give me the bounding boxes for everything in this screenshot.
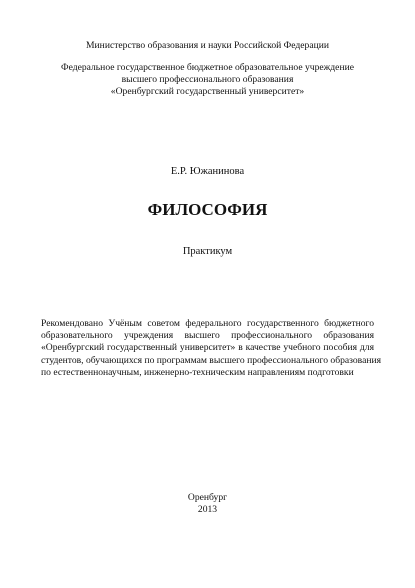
institution-line-1: Федеральное государственное бюджетное образовательное учреждение (61, 62, 354, 73)
recommendation-paragraph (41, 318, 382, 379)
recommendation-line: Рекомендовано Учёным советом федерального государственного бюджетного (41, 318, 374, 329)
institution-line-2: высшего профессионального образования (121, 74, 294, 85)
recommendation-line: студентов, обучающихся по программам высшего профессионального образования (41, 354, 382, 366)
book-subtitle: Практикум (182, 246, 233, 257)
recommendation-line: по естественнонаучным, инженерно-техническим направлениям подготовки (41, 366, 354, 378)
publication-year: 2013 (197, 504, 218, 515)
book-title: ФИЛОСОФИЯ (147, 200, 268, 219)
publication-city: Оренбург (187, 492, 228, 503)
author-name: Е.Р. Южанинова (170, 166, 245, 177)
recommendation-line: образовательного учреждения высшего профессионального образования (41, 330, 374, 342)
ministry-name: Министерство образования и науки Российской Федерации (86, 40, 329, 51)
institution-line-3: «Оренбургский государственный университет» (110, 86, 305, 97)
recommendation-line: «Оренбургский государственный университет» в качестве учебного пособия для (41, 342, 374, 354)
